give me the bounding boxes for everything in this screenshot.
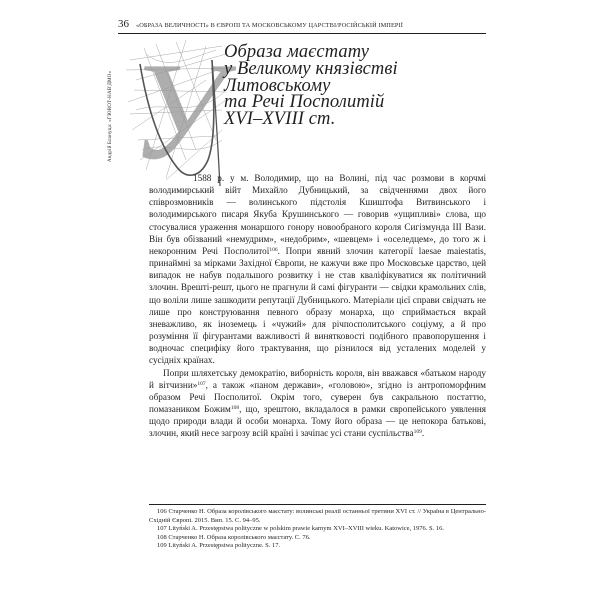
paragraph-1: 1588 р. у м. Володимир, що на Волині, під час розмови в корчмі володимирський війт Михайло Дубницький, за свідченнями двох його співрозмовників — волинського підстолія Кшиштофа Витвинського і володимирського писаря Якуба Крушинського — говорив «ущипливі» слова, що стосувалися ураження монаршого гонору новообраного короля Сигізмунда III Вази. Він був обізваний «немудрим», «недобрим», «шевцем» і «оселедцем», до того ж і некоронним Речі Посполитої$^{106}$. Попри явний злочин категорії laesae maiestatis, принаймні за мірками Західної Європи, не кажучи вже про Московське царство, цей випадок не набув подальшого розвитку і не став кваліфікуватися як політичний злочин. Врешті-решт, цього не прагнули й самі фігуранти — свідки крамольних слів, що воліли лише зашкодити репутації Дубницького. Матеріали цієї справи свідчать не лише про конструювання певного образу монарха, що сприймається вкрай зневажливо, як іноземець і «чужий» для річпосполитського соціуму, а й про розуміння її фігурантами важливості й винятковості подібного правопорушення і водночас специфіку його трактування, що різнилося від усталених моделей у сусідніх країнах. — [149, 173, 486, 366]
title-line-5: XVI–XVIII ст. — [224, 109, 336, 130]
footnote-ref-108[interactable]: 108 — [230, 404, 240, 411]
footnote-ref-106[interactable]: 106 — [269, 246, 278, 253]
title-line-3: Литовському — [224, 75, 331, 96]
footnote-108: 108 Старченко Н. Образа королівського маєстату. С. 76. — [157, 533, 311, 541]
body-text — [149, 172, 486, 439]
title-line-2: у Великому князівстві — [224, 58, 398, 79]
initial-letter: У — [130, 40, 225, 189]
header-rule — [118, 33, 486, 34]
title-line-4: та Речі Посполитій — [224, 92, 385, 113]
title-line-1: Образа маєстату — [224, 42, 370, 62]
footnote-109: 109 Lityński A. Przestępstwa polityczne. S. 17. — [157, 542, 281, 550]
page-number: 36 — [118, 18, 129, 30]
running-title: «ОБРАЗА ВЕЛИЧНОСТІ» В ЄВРОПІ ТА МОСКОВСЬКОМУ ЦАРСТВІ/РОСІЙСЬКІЙ ІМПЕРІЇ — [136, 22, 403, 29]
decorative-initial-u — [126, 40, 236, 190]
footnote-106: 106 Старченко Н. Образа королівського маєстату: волинські реалії останньої третини XVI ст. // Україна в Центрально-Східній Європі. 2015. Вип. 15. С. 94–95. — [149, 508, 486, 524]
side-author: Андрій Блануца: «Ґ'ЮВОТ-НАВ'ДМО» — [108, 70, 113, 162]
footnote-ref-107[interactable]: 107 — [197, 380, 206, 387]
footnote-107: 107 Lityński A. Przestępstwa polityczne w polskim prawie karnym XVI–XVIII wieku. Katowice, 1976. S. 16. — [157, 525, 445, 533]
footnote-rule — [149, 504, 486, 505]
paragraph-2: Попри шляхетську демократію, виборність короля, він вважався «батьком народу й вітчизни»$^{107}$, а також «паном держави», «головою», згідно із антропоморфним образом Речі Посполитої. Окрім того, суверен був сакральною постаттю, помазаником Божим$^{108}$, що, зрештою, вкладалося в рамки європейського уявлення щодо природи влади й особи монарха. Тому його образа — це непокора батькові, злочин, який несе загрозу всій країні і зачіпає усі стани суспільства$^{109}$. — [149, 367, 487, 439]
footnotes — [149, 508, 486, 551]
chapter-title — [224, 44, 490, 128]
footnote-ref-109[interactable]: 109 — [413, 429, 422, 436]
